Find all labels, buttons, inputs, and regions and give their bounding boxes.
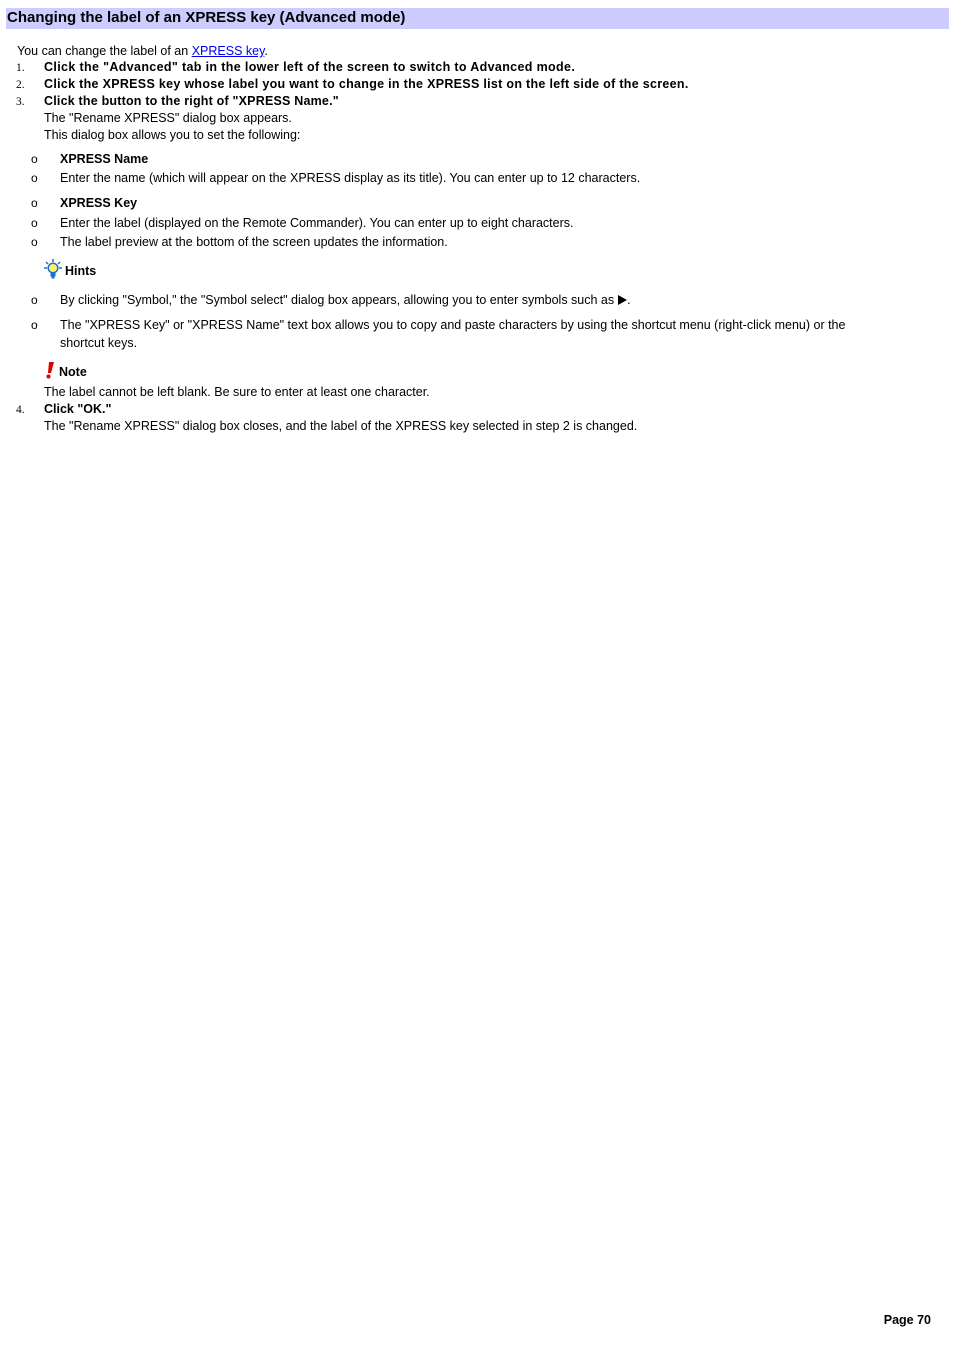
bullet-marker: o (31, 152, 38, 166)
note-text: The label cannot be left blank. Be sure to enter at least one character. (44, 385, 430, 399)
intro-end: . (264, 44, 268, 58)
play-triangle-icon (618, 295, 627, 305)
step-text: Click the "Advanced" tab in the lower left of the screen to switch to Advanced mode. (44, 60, 576, 74)
setting-description: The label preview at the bottom of the screen updates the information. (60, 235, 448, 249)
xpress-key-link[interactable]: XPRESS key (191, 44, 265, 58)
page-number: Page 70 (883, 1313, 931, 1327)
title-bar (6, 8, 949, 29)
bullet-marker: o (31, 235, 38, 249)
step-text: Click "OK." (44, 402, 112, 416)
step-text: Click the XPRESS key whose label you want to change in the XPRESS list on the left side of the screen. (44, 77, 689, 91)
intro-text: You can change the label of an (17, 44, 192, 58)
bullet-marker: o (31, 216, 38, 230)
hints-callout (44, 259, 96, 284)
hints-label: Hints (65, 264, 97, 278)
setting-description: Enter the label (displayed on the Remote Commander). You can enter up to eight characters. (60, 216, 574, 230)
step-number: 2. (16, 79, 25, 91)
step-result: The "Rename XPRESS" dialog box appears. (44, 111, 292, 125)
setting-heading: XPRESS Name (60, 152, 149, 166)
step-number: 4. (16, 404, 25, 416)
setting-heading: XPRESS Key (60, 196, 138, 210)
note-callout (44, 361, 87, 384)
exclamation-icon (44, 361, 56, 384)
hint-text-end: . (627, 293, 631, 307)
hint-text: By clicking "Symbol," the "Symbol select" dialog box appears, allowing you to enter symbols such as (60, 293, 615, 307)
step-text: Click the button to the right of "XPRESS Name." (44, 94, 339, 108)
step-number: 3. (16, 96, 25, 108)
hint-item: The "XPRESS Key" or "XPRESS Name" text box allows you to copy and paste characters by using the shortcut menu (right-click menu) or the (60, 318, 846, 332)
bullet-marker: o (31, 293, 38, 307)
step-result: This dialog box allows you to set the following: (44, 128, 301, 142)
lightbulb-icon (44, 259, 62, 284)
bullet-marker: o (31, 171, 38, 185)
step-number: 1. (16, 62, 25, 74)
note-label: Note (59, 365, 87, 379)
bullet-marker: o (31, 196, 38, 210)
step-result: The "Rename XPRESS" dialog box closes, and the label of the XPRESS key selected in step 2 is changed. (44, 419, 638, 433)
hint-item-continued: shortcut keys. (60, 336, 138, 350)
page-title: Changing the label of an XPRESS key (Advanced mode) (7, 9, 406, 26)
setting-description: Enter the name (which will appear on the XPRESS display as its title). You can enter up to 12 characters. (60, 171, 641, 185)
bullet-marker: o (31, 318, 38, 332)
hint-item (60, 293, 631, 308)
intro-paragraph (17, 44, 268, 59)
